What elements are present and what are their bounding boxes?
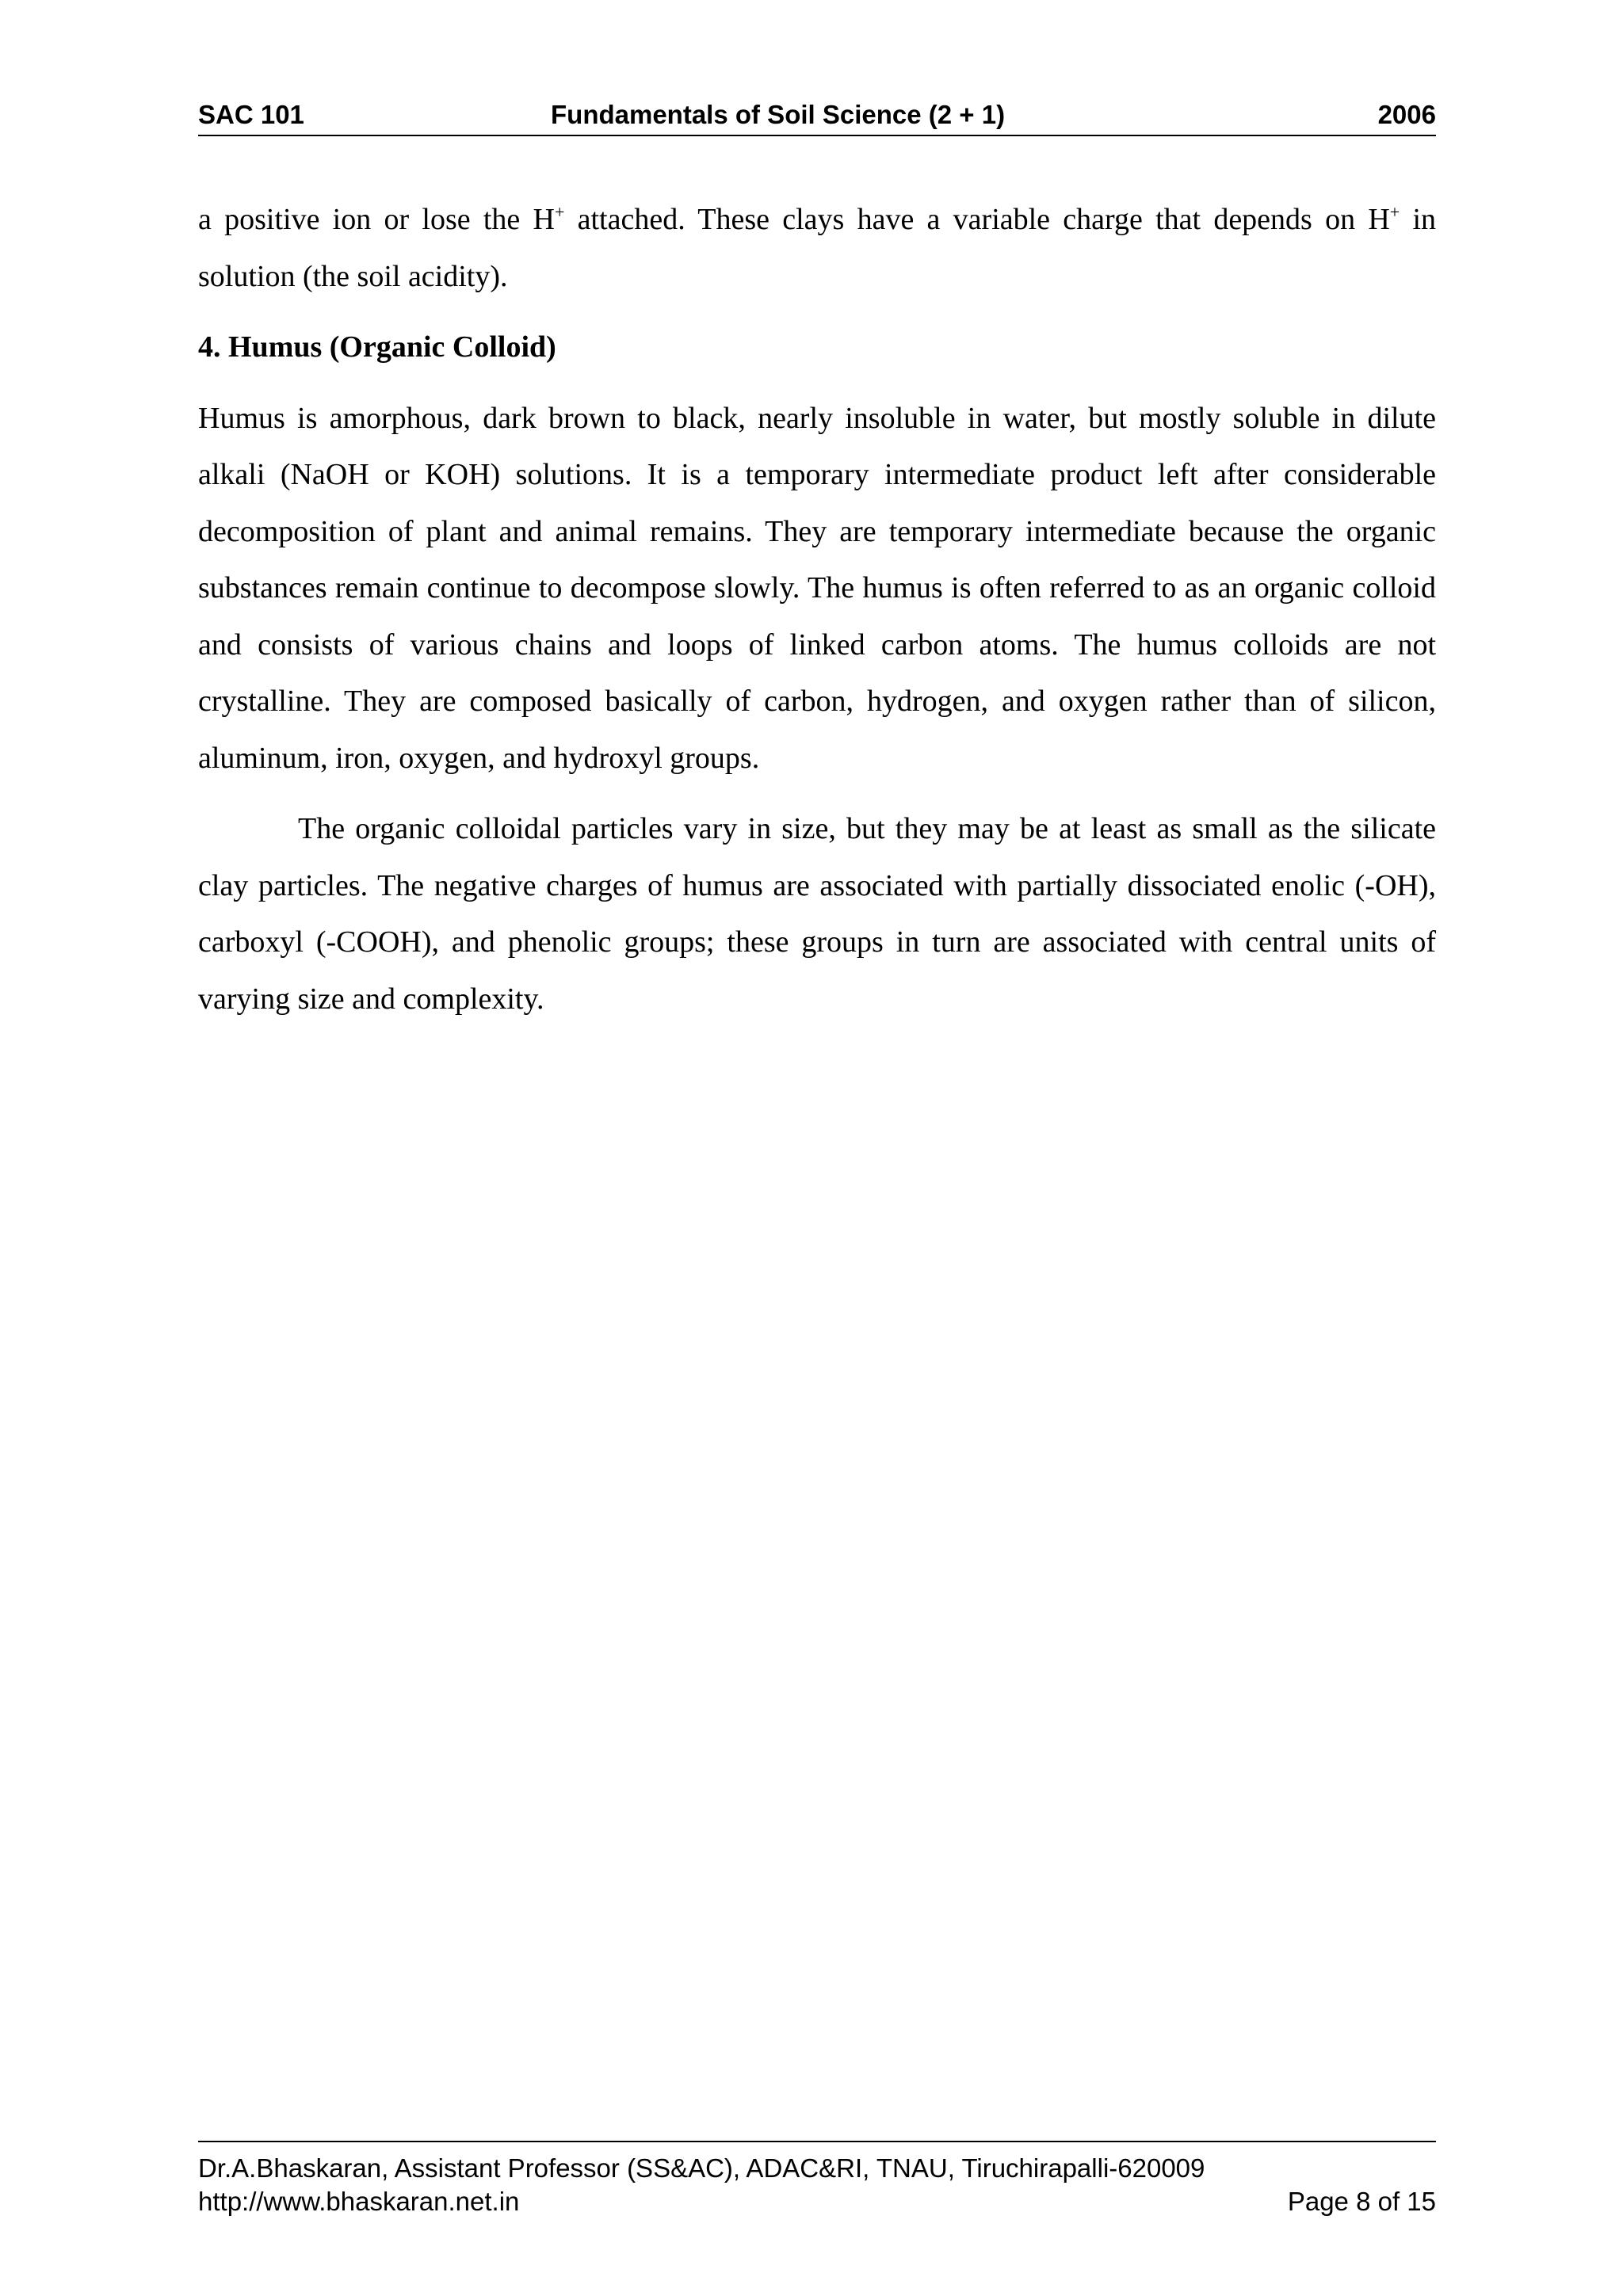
footer-author: Dr.A.Bhaskaran, Assistant Professor (SS&AC), ADAC&RI, TNAU, Tiruchirapalli-620009 (198, 2153, 1205, 2183)
para1-text-2: attached. These clays have a variable charge that depends on H (564, 203, 1390, 236)
course-code: SAC 101 (198, 100, 304, 129)
paragraph-organic-colloid-particles: The organic colloidal particles vary in size, but they may be at least as small as the silicate clay particles. The negative charges of humus are associated with partially dissociated enolic (-OH), carboxyl (-COOH), and phenolic groups; these groups in turn are associated with central units of varying size and complexity. (198, 812, 1436, 1016)
para1-text-3: in solution (the soil acidity). (198, 203, 1437, 293)
para1-text-1: a positive ion or lose the H (198, 203, 555, 236)
page-number: Page 8 of 15 (1287, 2187, 1436, 2216)
paragraph-humus-description: Humus is amorphous, dark brown to black, nearly insoluble in water, but mostly soluble in dilute alkali (NaOH or KOH) solutions. It is a temporary intermediate product left after considerable decomposition of plant and animal remains. They are temporary intermediate because the organic substances remain continue to decompose slowly. The humus is often referred to as an organic colloid and consists of various chains and loops of linked carbon atoms. The humus colloids are not crystalline. They are composed basically of carbon, hydrogen, and oxygen rather than of silicon, aluminum, iron, oxygen, and hydroxyl groups. (198, 401, 1436, 775)
superscript-plus: + (554, 202, 565, 222)
section-heading: 4. Humus (Organic Colloid) (198, 330, 556, 364)
page-footer (198, 2141, 1436, 2218)
paragraph-continued (198, 192, 1436, 305)
course-title: Fundamentals of Soil Science (2 + 1) (551, 100, 1006, 129)
footer-author-row (198, 2152, 1436, 2185)
header-year: 2006 (1377, 100, 1436, 129)
footer-website-row (198, 2185, 1436, 2218)
page-content (198, 192, 1436, 1028)
footer-website-link[interactable]: http://www.bhaskaran.net.in (198, 2187, 520, 2216)
page-header (198, 97, 1436, 136)
superscript-plus: + (1389, 202, 1400, 222)
